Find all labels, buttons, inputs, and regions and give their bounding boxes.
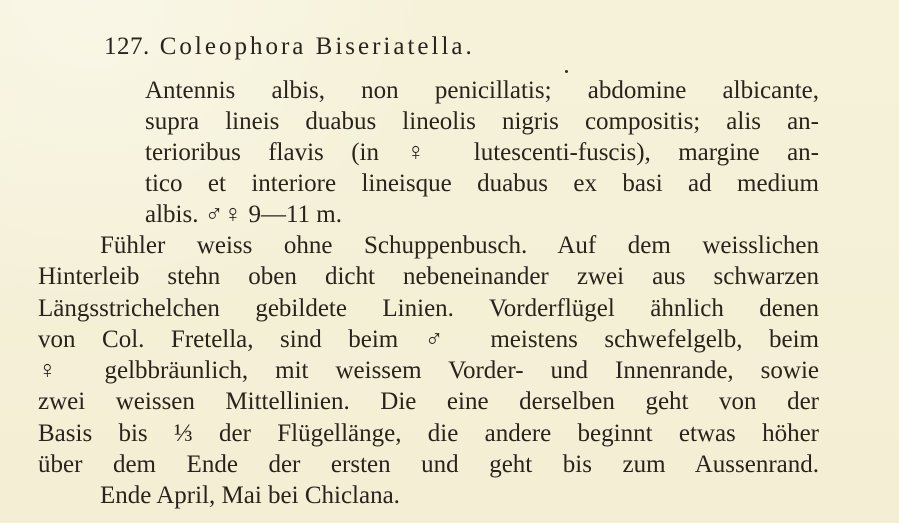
german-line: ♀ gelbbräunlich, mit weissem Vorder- und Innenrande, sowie xyxy=(38,357,819,385)
german-line: von Col. Fretella, sind beim ♂ meistens schwefelgelb, beim xyxy=(38,325,819,353)
german-line: über dem Ende der ersten und geht bis zum Aussenrand. xyxy=(38,451,819,479)
latin-line: tico et interiore lineisque duabus ex basi ad medium xyxy=(145,170,819,197)
german-line: Basis bis ⅓ der Flügellänge, die andere beginnt etwas höher xyxy=(38,419,819,447)
german-line: Fühler weiss ohne Schuppenbusch. Auf dem weisslichen xyxy=(100,232,819,259)
german-line: zwei weissen Mittellinien. Die eine derselben geht von der xyxy=(38,388,819,416)
latin-description xyxy=(145,75,819,230)
german-line: Längsstrichelchen gebildete Linien. Vorderflügel ähnlich denen xyxy=(38,294,819,322)
german-line-habitat: Ende April, Mai bei Chiclana. xyxy=(100,482,400,510)
german-description xyxy=(38,230,819,512)
latin-line: terioribus flavis (in ♀ lutescenti-fuscis), margine an- xyxy=(145,139,819,166)
latin-line-last: albis. ♂♀ 9—11 m. xyxy=(145,201,342,228)
german-line: Hinterleib stehn oben dicht nebeneinander zwei aus schwarzen xyxy=(38,263,819,291)
species-number: 127. xyxy=(104,33,150,60)
latin-line: supra lineis duabus lineolis nigris compositis; alis an- xyxy=(145,108,819,135)
species-name: Coleophora Biseriatella. xyxy=(159,33,475,60)
species-heading xyxy=(104,32,475,62)
latin-line: Antennis albis, non penicillatis; abdomine albicante, xyxy=(145,77,819,104)
print-speck xyxy=(565,70,568,73)
